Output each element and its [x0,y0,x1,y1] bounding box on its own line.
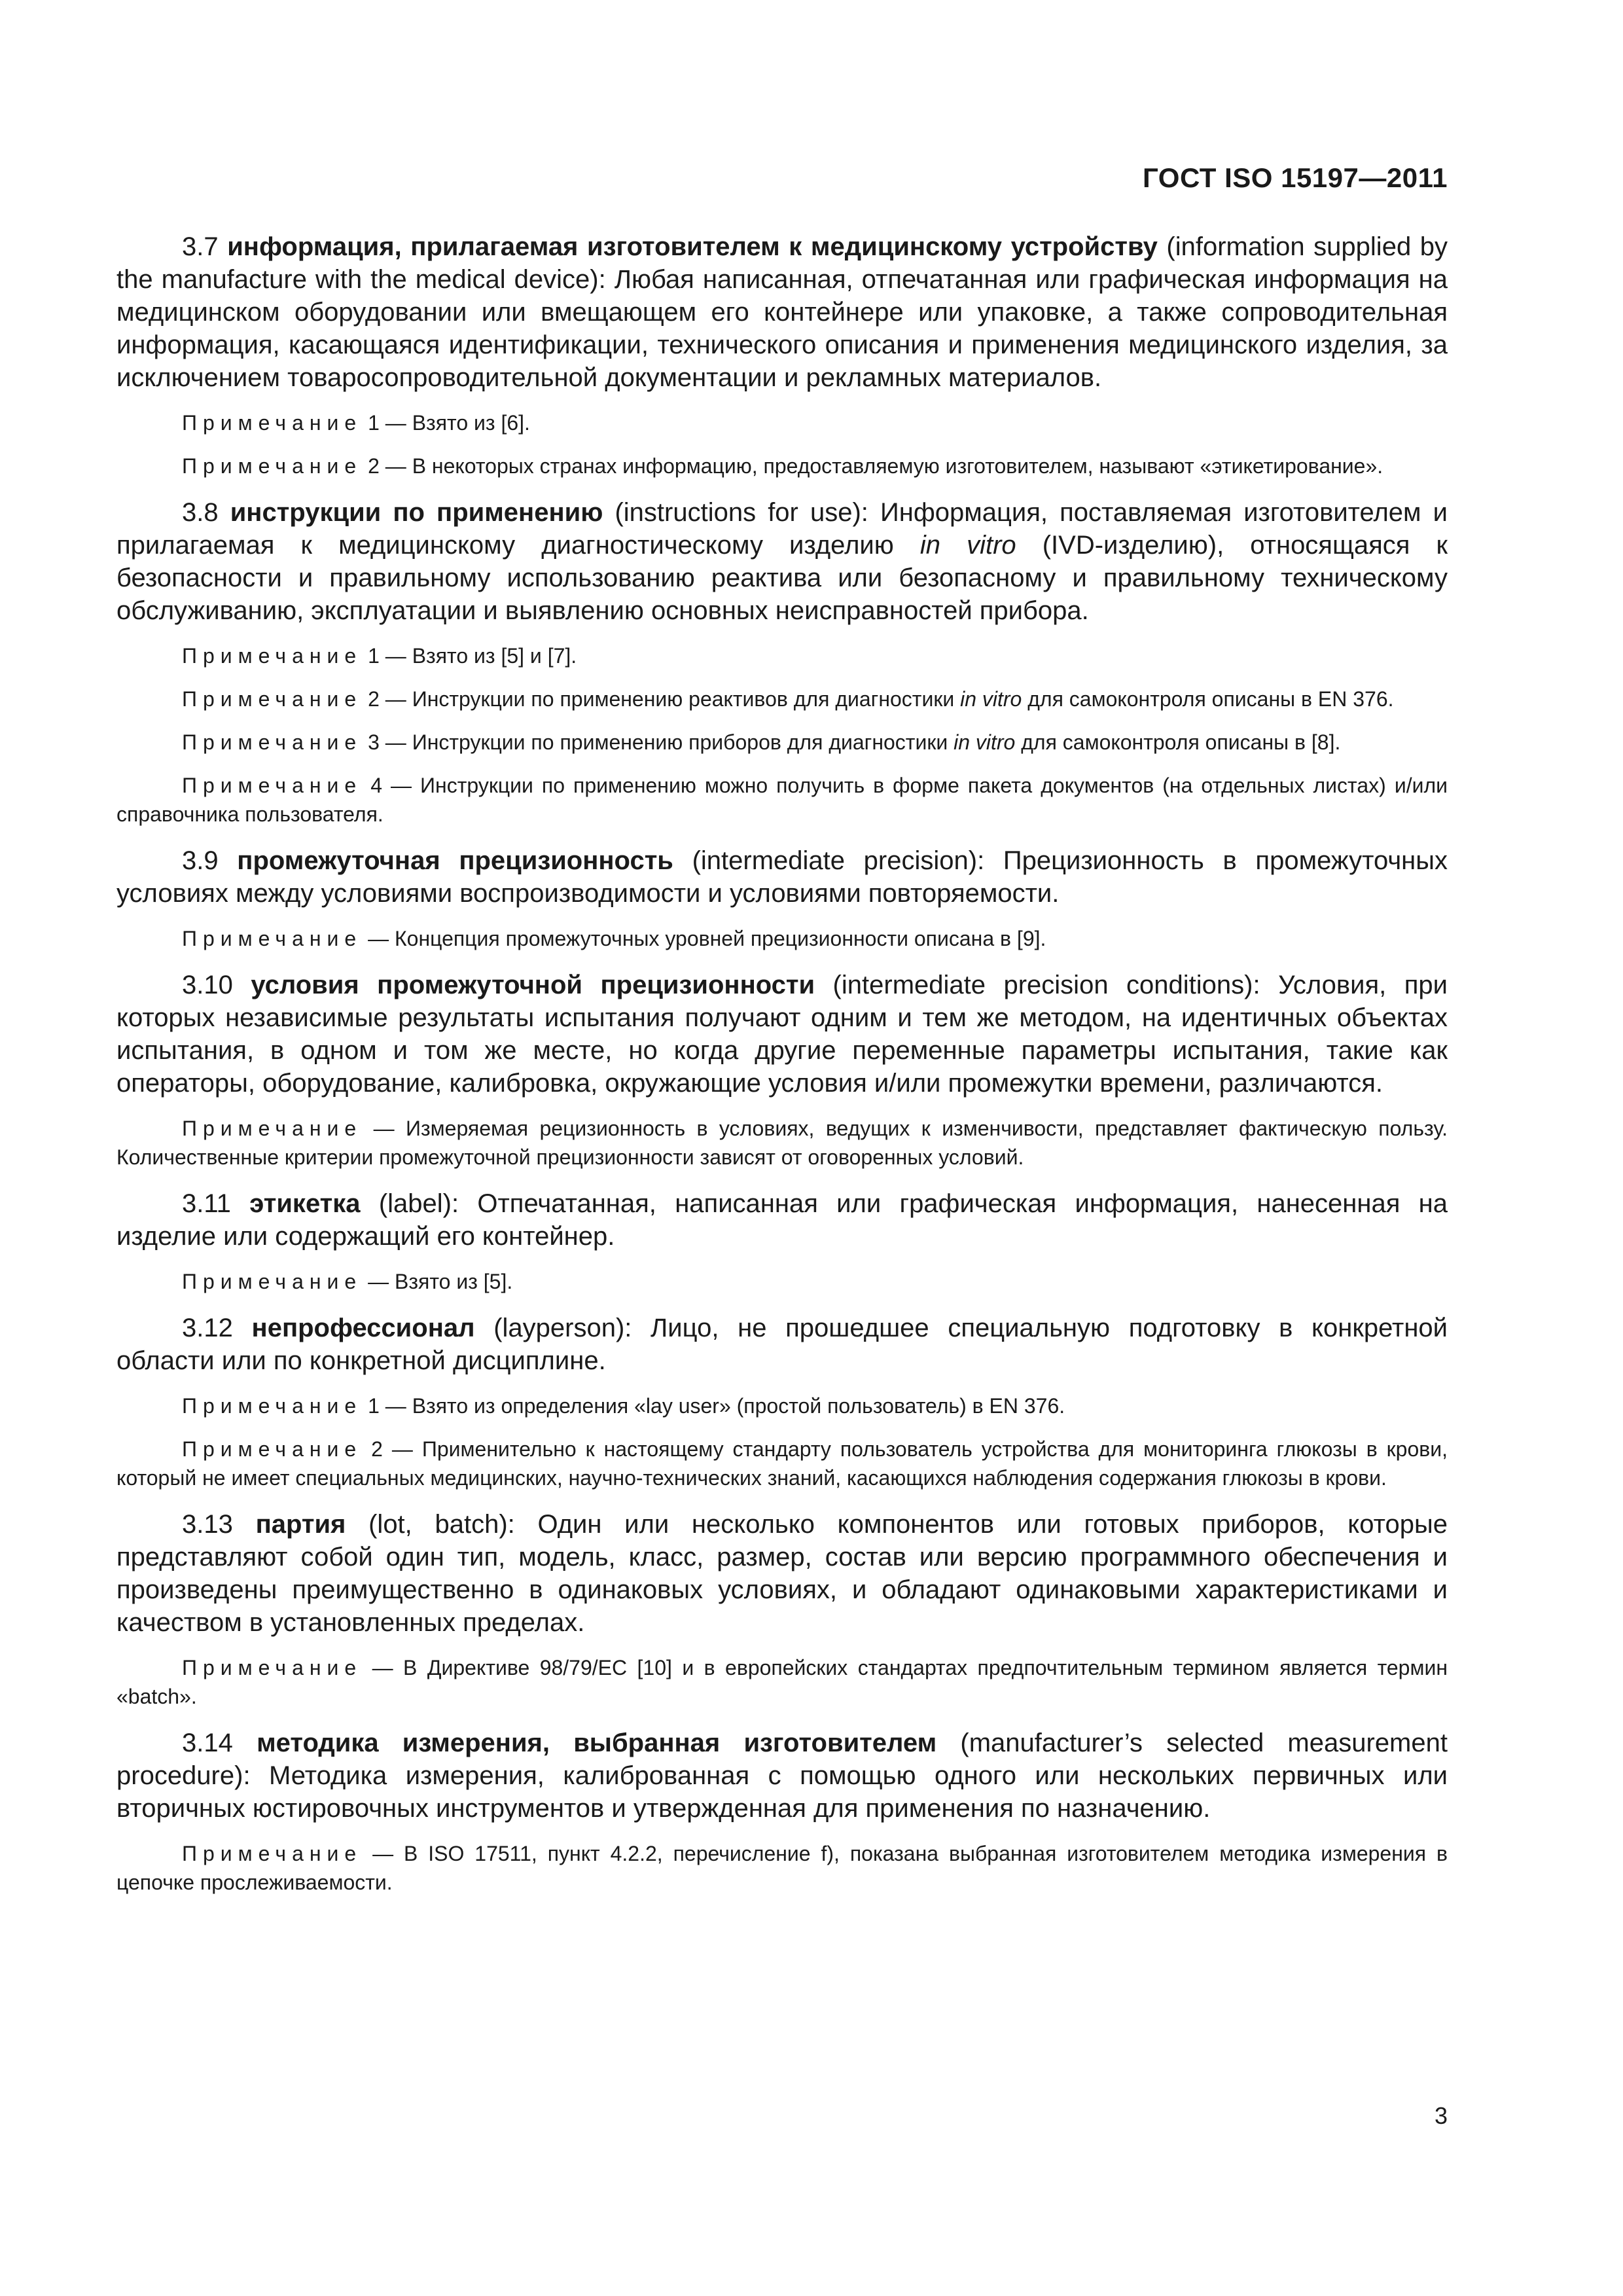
note-label: Примечание [182,1842,363,1865]
note-label: Примечание [182,1117,363,1140]
term-name: непрофессионал [251,1314,475,1342]
note [116,1391,1448,1420]
term-number: 3.9 [182,846,219,875]
note-text: — Инструкции по применению реактивов для диагностики [379,687,961,711]
note-label: Примечание [182,1394,363,1418]
term-name: информация, прилагаемая изготовителем к медицинскому устройству [227,232,1158,261]
note-label: Примечание [182,1437,363,1461]
term-name: условия промежуточной прецизионности [251,971,815,999]
note [116,924,1448,953]
term-number: 3.11 [182,1189,231,1218]
term-number: 3.7 [182,232,219,261]
note-number: 4 [370,774,383,797]
term-definition: (lot, batch): Один или несколько компонентов или готовых приборов, которые представляют собой один тип, модель, класс, размер, состав или версию программного обеспечения и произведены преимущественно в одинаковых условиях, и обладают одинаковыми характеристиками и качеством в установленных пределах. [116,1510,1448,1637]
term-number: 3.13 [182,1510,233,1539]
term-3-14 [116,1727,1448,1825]
page-number: 3 [1434,2102,1448,2129]
term-number: 3.10 [182,971,233,999]
term-definition: (instructions for use): Информация, поставляемая изготовителем и прилагаемая к медицинскому диагностическому изделию [116,498,1448,560]
note-text: — Взято из [5]. [362,1270,513,1293]
note-text: — Взято из [5] и [7]. [379,644,577,668]
note-italic: in vitro [954,730,1016,754]
term-definition: (manufacturer’s selected measurement procedure): Методика измерения, калиброванная с помощью одного или нескольких первичных или вторичных юстировочных инструментов и утвержденная для применения по назначению. [116,1729,1448,1823]
note [116,452,1448,480]
note [116,685,1448,713]
term-number: 3.12 [182,1314,233,1342]
note-label: Примечание [182,454,363,478]
term-definition: (information supplied by the manufacture with the medical device): Любая написанная, отпечатанная или графическая информация на медицинском оборудовании или вмещающем его контейнере или упаковке, а также сопроводительная информация, касающаяся идентификации, технического описания и применения медицинского изделия, за исключением товаросопроводительной документации и рекламных материалов. [116,232,1448,392]
note-text-cont: для самоконтроля описаны в EN 376. [1022,687,1394,711]
term-number: 3.8 [182,498,219,527]
term-3-13 [116,1508,1448,1639]
term-name: этикетка [249,1189,361,1218]
note [116,1267,1448,1296]
term-number: 3.14 [182,1729,233,1757]
term-definition: (intermediate precision conditions): Условия, при которых независимые результаты испытания получают одним и тем же методом, на идентичных объектах испытания, в одном и том же месте, но когда другие переменные параметры испытания, такие как операторы, оборудование, калибровка, окружающие условия и/или промежутки времени, различаются. [116,971,1448,1098]
term-name: партия [255,1510,346,1539]
note-text: — Применительно к настоящему стандарту пользователь устройства для мониторинга глюкозы в крови, который не имеет специальных медицинских, научно-технических знаний, касающихся наблюдения содержания глюкозы в крови. [116,1437,1448,1490]
term-3-12 [116,1312,1448,1377]
term-definition: (intermediate precision): Прецизионность в промежуточных условиях между условиями воспроизводимости и условиями повторяемости. [116,846,1448,908]
note-text-cont: для самоконтроля описаны в [8]. [1015,730,1341,754]
note [116,771,1448,829]
term-3-10 [116,969,1448,1100]
document-header: ГОСТ ISO 15197—2011 [1143,162,1448,193]
note-number: 1 [368,1394,380,1418]
document-page [116,0,1448,2296]
term-3-8 [116,496,1448,627]
note-number: 2 [368,687,380,711]
note-label: Примечание [182,1270,363,1293]
note-text: — Инструкции по применению приборов для диагностики [379,730,954,754]
term-definition: (label): Отпечатанная, написанная или графическая информация, нанесенная на изделие или содержащий его контейнер. [116,1189,1448,1251]
note [116,1435,1448,1492]
term-definition-cont: (IVD-изделию), относящаяся к безопасности и правильному использованию реактива или безопасному и правильному техническому обслуживанию, эксплуатации и выявлению основных неисправностей прибора. [116,531,1448,625]
note [116,408,1448,437]
note [116,1114,1448,1172]
note [116,641,1448,670]
note-italic: in vitro [960,687,1022,711]
note-text: — В некоторых странах информацию, предоставляемую изготовителем, называют «этикетирование». [379,454,1383,478]
term-italic: in vitro [919,531,1016,560]
note-number: 1 [368,644,380,668]
note-text: — Измеряемая рецизионность в условиях, ведущих к изменчивости, представляет фактическую пользу. Количественные критерии промежуточной прецизионности зависят от оговоренных условий. [116,1117,1448,1169]
note-text: — Концепция промежуточных уровней прецизионности описана в [9]. [362,927,1046,950]
term-name: промежуточная прецизионность [237,846,673,875]
term-definition: (layperson): Лицо, не прошедшее специальную подготовку в конкретной области или по конкретной дисциплине. [116,1314,1448,1375]
note-label: Примечание [182,411,363,435]
note-label: Примечание [182,730,363,754]
document-body [116,230,1448,1911]
term-3-11 [116,1187,1448,1253]
note-text: — Взято из [6]. [379,411,530,435]
note-label: Примечание [182,687,363,711]
note-text: — Взято из определения «lay user» (простой пользователь) в EN 376. [379,1394,1065,1418]
term-3-9 [116,844,1448,910]
note-number: 2 [368,454,380,478]
note-number: 2 [371,1437,383,1461]
note-text: — В ISO 17511, пункт 4.2.2, перечисление f), показана выбранная изготовителем методика измерения в цепочке прослеживаемости. [116,1842,1448,1894]
note-text: — В Директиве 98/79/ЕС [10] и в европейских стандартах предпочтительным термином является термин «batch». [116,1656,1448,1708]
term-name: методика измерения, выбранная изготовителем [257,1729,937,1757]
note-text: — Инструкции по применению можно получить в форме пакета документов (на отдельных листах) и/или справочника пользователя. [116,774,1448,826]
note [116,1653,1448,1711]
note [116,728,1448,757]
note-label: Примечание [182,927,363,950]
term-name: инструкции по применению [230,498,603,527]
note-label: Примечание [182,774,363,797]
note-label: Примечание [182,644,363,668]
note [116,1839,1448,1897]
note-number: 3 [368,730,380,754]
note-number: 1 [368,411,380,435]
term-3-7 [116,230,1448,394]
note-label: Примечание [182,1656,363,1679]
